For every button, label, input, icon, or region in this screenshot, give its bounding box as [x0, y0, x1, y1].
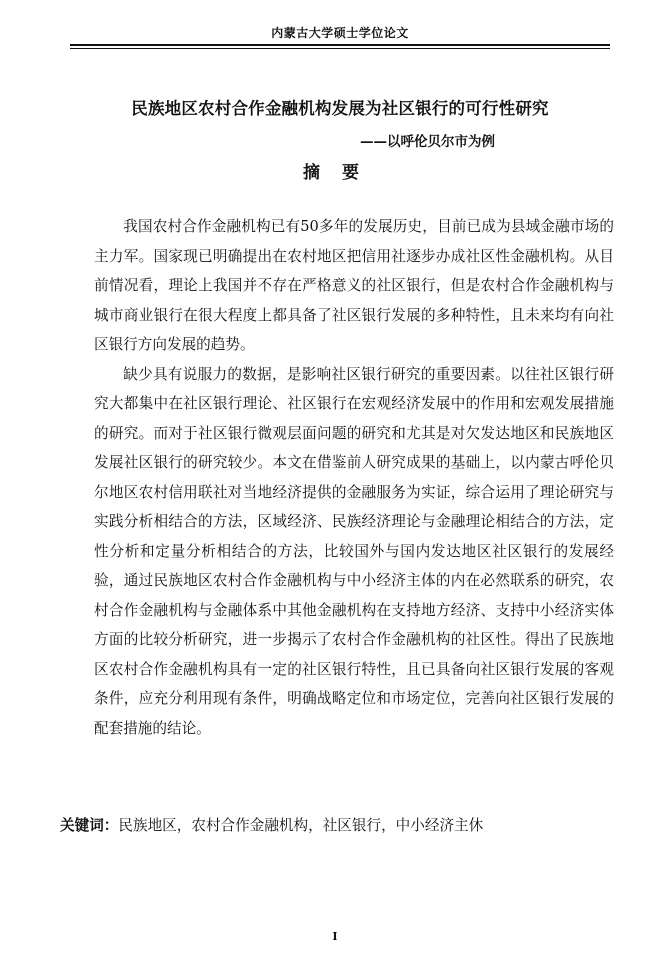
abstract-body — [94, 212, 614, 743]
running-header: 内蒙古大学硕士学位论文 — [271, 26, 409, 40]
abstract-heading: 摘 要 — [303, 163, 367, 183]
keywords-label: 关键词： — [60, 817, 119, 834]
keywords-text: 民族地区，农村合作金融机构，社区银行，中小经济主休 — [118, 817, 484, 834]
header-rule-thin — [70, 48, 610, 49]
abstract-paragraph-2: 缺少具有说服力的数据，是影响社区银行研究的重要因素。以往社区银行研究大都集中在社区银行理论、社区银行在宏观经济发展中的作用和宏观发展措施的研究。而对于社区银行微观层面问题的研究和尤其是对欠发达地区和民族地区发展社区银行的研究较少。本文在借鉴前人研究成果的基础上，以内蒙古呼伦贝尔地区农村信用联社对当地经济提供的金融服务为实证，综合运用了理论研究与实践分析相结合的方法，区域经济、民族经济理论与金融理论相结合的方法，定性分析和定量分析相结合的方法，比较国外与国内发达地区社区银行的发展经验，通过民族地区农村合作金融机构与中小经济主体的内在必然联系的研究，农村合作金融机构与金融体系中其他金融机构在支持地方经济、支持中小经济实体方面的比较分析研究，进一步揭示了农村合作金融机构的社区性。得出了民族地区农村合作金融机构具有一定的社区银行特性，且已具备向社区银行发展的客观条件，应充分利用现有条件，明确战略定位和市场定位，完善向社区银行发展的配套措施的结论。 — [94, 365, 614, 737]
thesis-subtitle: ——以呼伦贝尔市为例 — [360, 134, 495, 150]
thesis-title: 民族地区农村合作金融机构发展为社区银行的可行性研究 — [131, 99, 549, 118]
header-rule-thick — [70, 44, 610, 46]
page-number: I — [332, 930, 338, 943]
keywords-line — [60, 815, 620, 837]
abstract-paragraph-1: 我国农村合作金融机构已有50多年的发展历史，目前已成为县域金融市场的主力军。国家现已明确提出在农村地区把信用社逐步办成社区性金融机构。从目前情况看，理论上我国并不存在严格意义的社区银行，但是农村合作金融机构与城市商业银行在很大程度上都具备了社区银行发展的多种特性，且未来均有向社区银行方向发展的趋势。 — [94, 218, 614, 353]
